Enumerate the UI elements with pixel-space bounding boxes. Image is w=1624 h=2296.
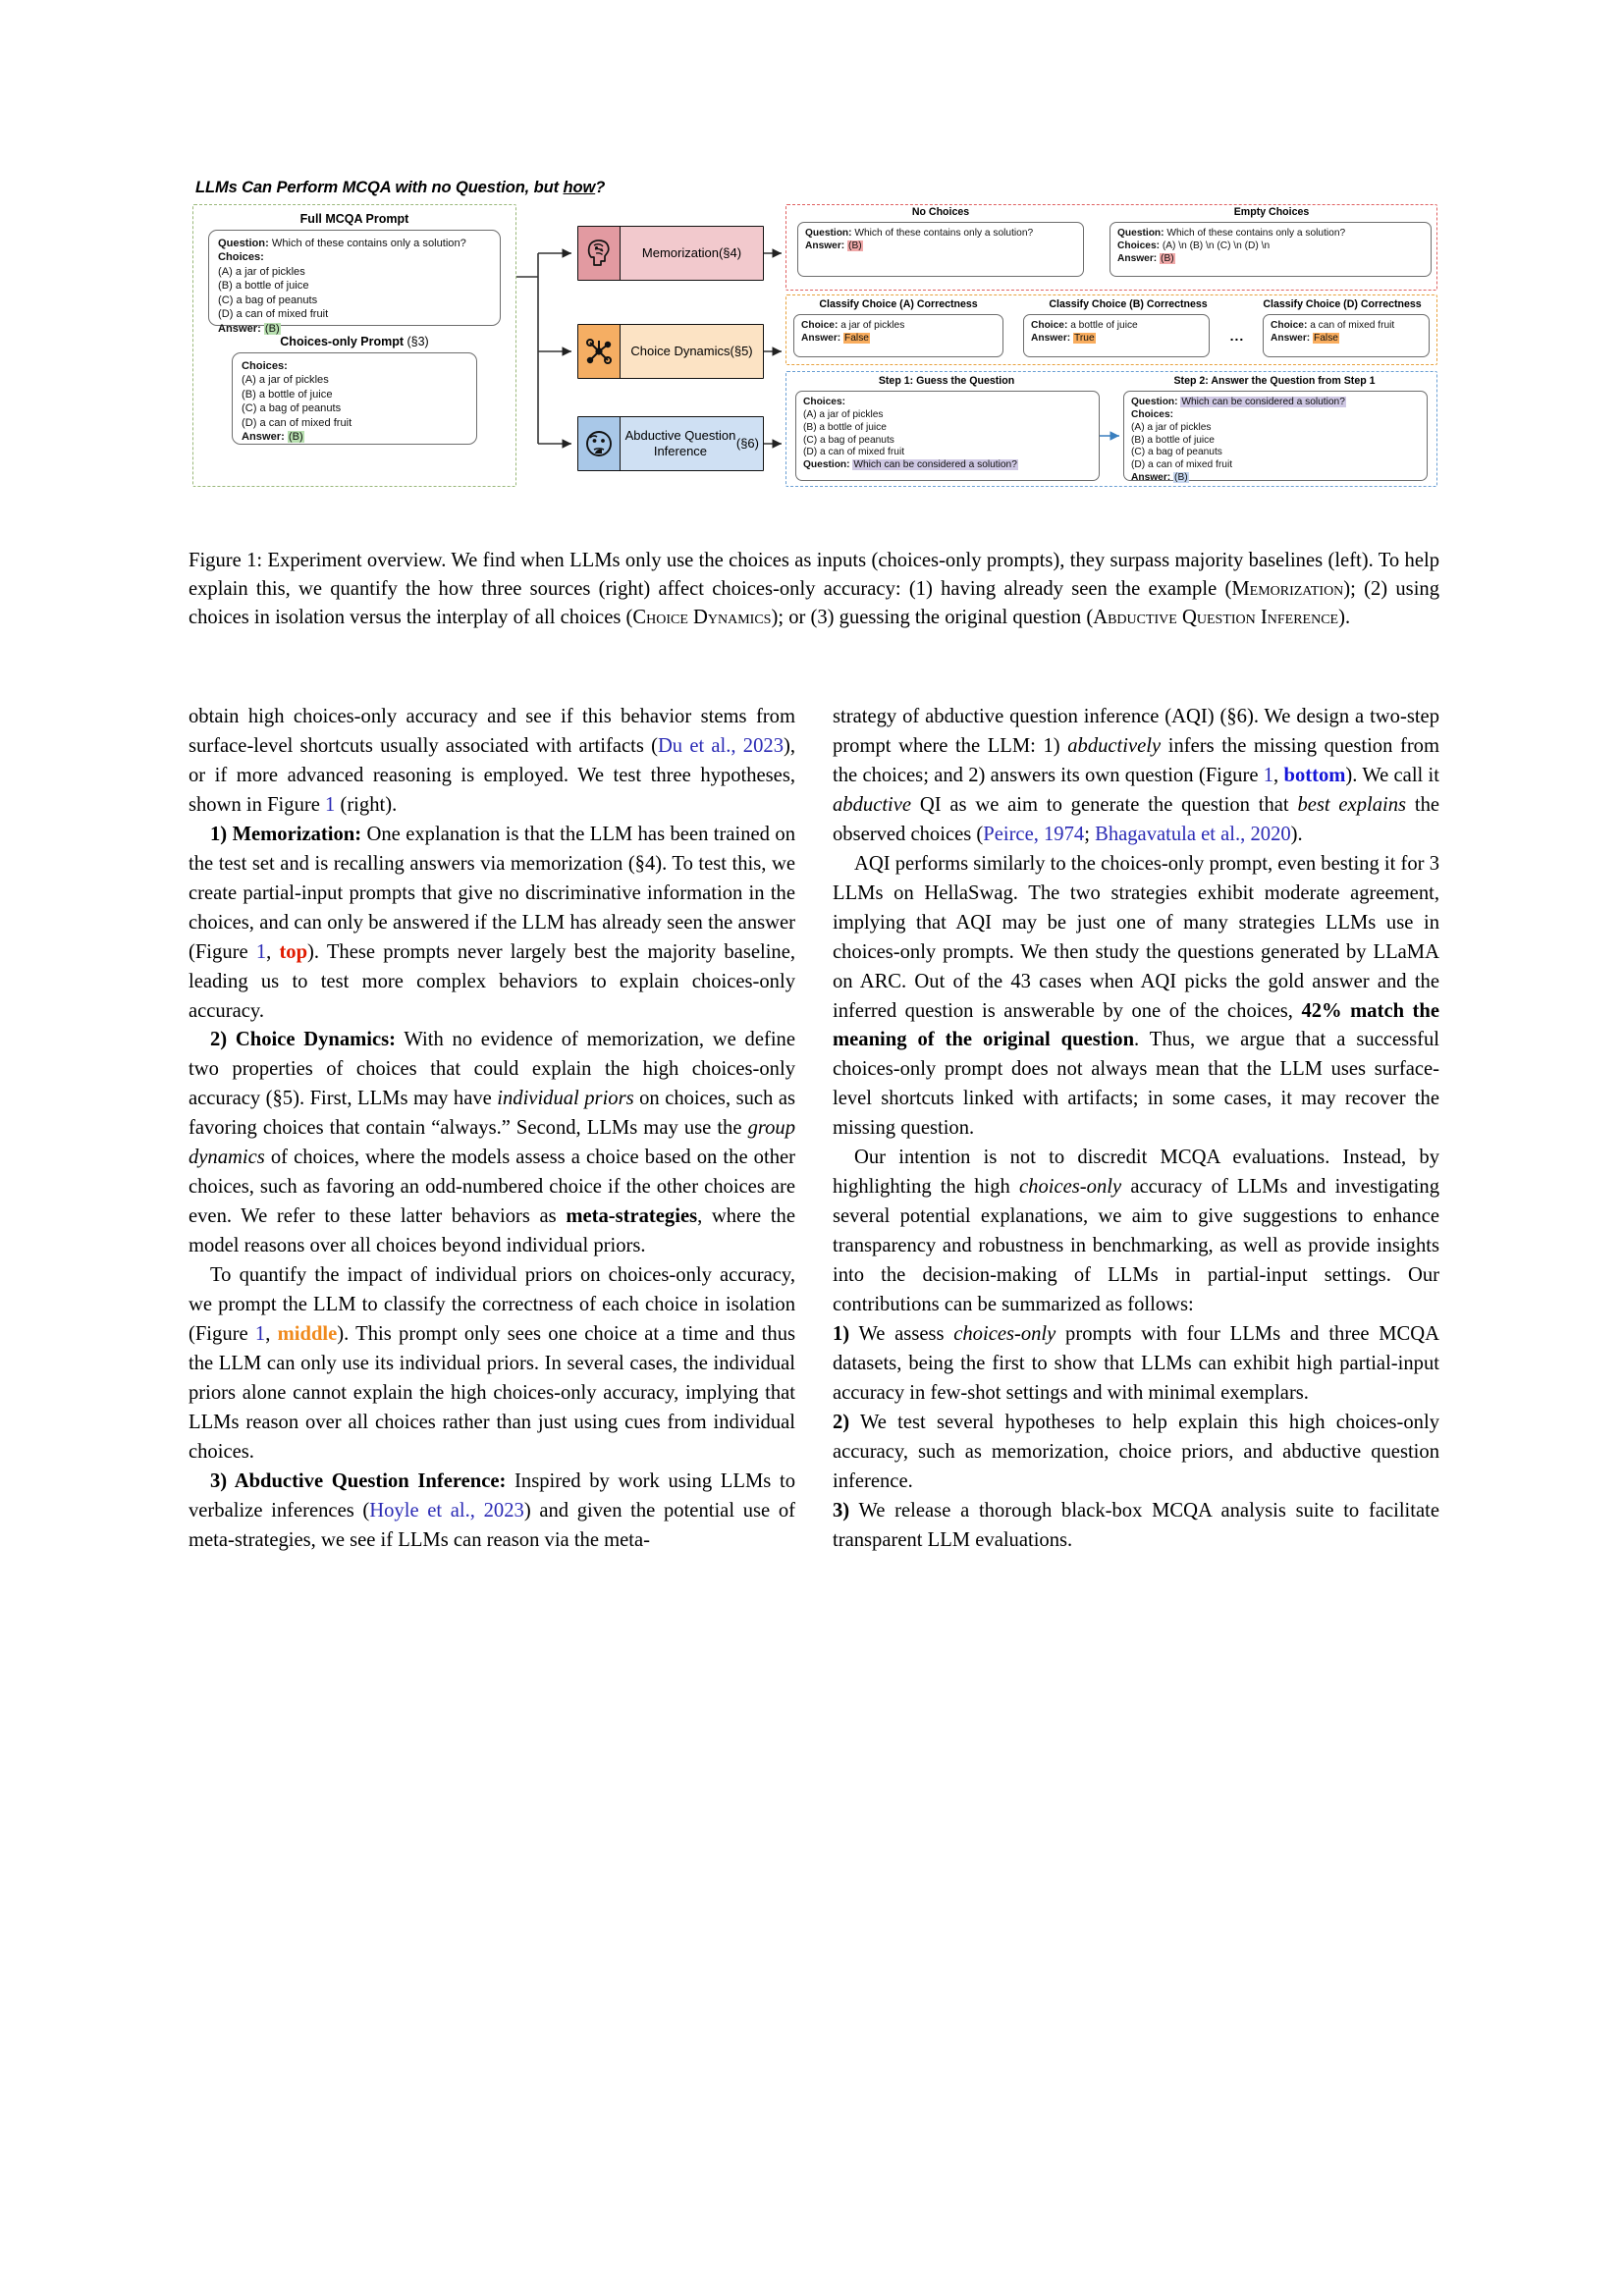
paragraph: Our intention is not to discredit MCQA evaluations. Instead, by highlighting the high choices-only accuracy of LLMs and investigating several potential explanations, we aim to give suggestions to enhance transparency and robustness in benchmarking, as well as provide insights into the decision-making of LLMs in partial-input settings. Our contributions can be summarized as follows: bbox=[833, 1147, 1439, 1316]
classify-choice-line: Choice: a jar of pickles bbox=[801, 320, 905, 331]
citation-link[interactable]: Peirce, 1974 bbox=[983, 823, 1085, 845]
body-column-right bbox=[833, 703, 1439, 1556]
network-nodes-icon bbox=[578, 325, 621, 378]
paragraph: To quantify the impact of individual priors on choices-only accuracy, we prompt the LLM to classify the correctness of each choice in isolation (Figure 1, middle). This prompt only sees one choice at a time and thus the LLM can only use its individual priors. In several cases, the individual priors alone cannot explain the high choices-only accuracy, implying that LLMs reason over all choices rather than just using cues from individual choices. bbox=[189, 1264, 796, 1463]
hypothesis-memorization bbox=[577, 226, 764, 281]
emphasis: choices-only bbox=[953, 1323, 1056, 1346]
aqi-step2-box bbox=[1123, 391, 1428, 484]
hypothesis-memorization-label: Memorization (§4) bbox=[641, 245, 742, 261]
full-mcqa-prompt-box bbox=[208, 230, 501, 335]
no-choices-question-line: Question: Which of these contains only a solution? bbox=[805, 228, 1034, 239]
ellipsis-separator: ... bbox=[1229, 328, 1245, 344]
classify-choice-b-title: Classify Choice (B) Correctness bbox=[1049, 298, 1208, 310]
answer-highlight-red: (B) bbox=[848, 240, 862, 251]
empty-choices-question-line: Question: Which of these contains only a solution? bbox=[1117, 228, 1346, 239]
empty-choices-title: Empty Choices bbox=[1233, 206, 1310, 218]
choices-only-answer-line: Answer: (B) bbox=[242, 431, 303, 444]
hypothesis-choice-dynamics-label: Choice Dynamics (§5) bbox=[630, 344, 753, 359]
classify-answer-line: Answer: False bbox=[1271, 332, 1338, 344]
paragraph-heading: 1) Memorization: bbox=[210, 823, 362, 845]
aqi-step2-choice: (B) a bottle of juice bbox=[1131, 434, 1215, 446]
citation-link[interactable]: Du et al., 2023 bbox=[657, 734, 784, 757]
thinking-face-icon bbox=[578, 417, 621, 470]
aqi-step2-choice: (C) a bag of peanuts bbox=[1131, 447, 1222, 458]
choices-only-choice: (C) a bag of peanuts bbox=[242, 402, 342, 415]
question-highlight-purple: Which can be considered a solution? bbox=[853, 459, 1017, 471]
classify-answer-line: Answer: False bbox=[801, 332, 869, 344]
no-choices-title: No Choices bbox=[911, 206, 970, 218]
paragraph-heading: 2) Choice Dynamics: bbox=[210, 1029, 397, 1051]
aqi-step1-question-line: Question: Which can be considered a solution? bbox=[803, 459, 1017, 471]
aqi-step1-choices-label: Choices: bbox=[803, 397, 846, 407]
full-mcqa-prompt-title: Full MCQA Prompt bbox=[299, 212, 409, 226]
figure-reference-link[interactable]: 1 bbox=[254, 1323, 266, 1346]
aqi-step1-choice: (B) a bottle of juice bbox=[803, 421, 887, 433]
figure-position-keyword-top: top bbox=[279, 940, 308, 963]
emphasis-bold: 42% match the meaning of the original question bbox=[833, 999, 1439, 1051]
figure-reference-link[interactable]: 1 bbox=[325, 793, 336, 816]
aqi-step2-title: Step 2: Answer the Question from Step 1 bbox=[1173, 375, 1376, 387]
aqi-step1-choice: (C) a bag of peanuts bbox=[803, 434, 894, 446]
figure-title: LLMs Can Perform MCQA with no Question, but how? bbox=[195, 179, 606, 196]
brain-head-icon bbox=[578, 227, 621, 280]
classify-choice-a-box bbox=[793, 314, 1003, 357]
emphasis: abductively bbox=[1067, 734, 1162, 757]
figure-1 bbox=[192, 179, 1437, 512]
choices-only-prompt-box bbox=[232, 352, 477, 445]
body-column-left bbox=[189, 703, 795, 1556]
caption-smallcaps-memorization: Memorization bbox=[1231, 578, 1344, 601]
no-choices-answer-line: Answer: (B) bbox=[805, 240, 862, 251]
aqi-step2-question-line: Question: Which can be considered a solution? bbox=[1131, 397, 1345, 407]
full-prompt-choice: (A) a jar of pickles bbox=[218, 265, 305, 278]
answer-highlight-green: (B) bbox=[288, 431, 303, 444]
full-prompt-answer-line: Answer: (B) bbox=[218, 322, 280, 335]
emphasis: group dynamics bbox=[189, 1117, 795, 1169]
hypothesis-aqi-label: Abductive Question Inference (§6) bbox=[624, 428, 759, 458]
full-prompt-choice: (D) a can of mixed fruit bbox=[218, 308, 329, 321]
contribution-item: 3) We release a thorough black-box MCQA analysis suite to facilitate transparent LLM evaluations. bbox=[833, 1499, 1439, 1551]
citation-link[interactable]: Hoyle et al., 2023 bbox=[369, 1499, 524, 1522]
choices-only-label: Choices: bbox=[242, 360, 288, 372]
figure-position-keyword-bottom: bottom bbox=[1283, 764, 1346, 786]
paragraph: 1) Memorization: One explanation is that the LLM has been trained on the test set and is recalling answers via memorization (§4). To test this, we create partial-input prompts that give no discriminative information in the choices, and can only be answered if the LLM has already seen the answer (Figure 1, top). These prompts never largely best the majority baseline, leading us to test more complex behaviors to explain choices-only accuracy. bbox=[189, 823, 796, 1022]
contribution-item: 1) We assess choices-only prompts with four LLMs and three MCQA datasets, being the first to show that LLMs can exhibit high partial-input accuracy in few-shot settings and with minimal exemplars. bbox=[833, 1323, 1439, 1404]
caption-smallcaps-aqi: Abductive Question Inference bbox=[1093, 607, 1339, 629]
paragraph: strategy of abductive question inference (AQI) (§6). We design a two-step prompt where the LLM: 1) abductively infers the missing question from the choices; and 2) answers its own question (Figure 1, bottom). We call it abductive QI as we aim to generate the question that best explains the observed choices (Peirce, 1974; Bhagavatula et al., 2020). bbox=[833, 706, 1440, 845]
aqi-step1-choice: (A) a jar of pickles bbox=[803, 408, 884, 420]
choices-only-prompt-title: Choices-only Prompt (§3) bbox=[280, 335, 429, 348]
full-prompt-choice: (B) a bottle of juice bbox=[218, 280, 309, 293]
choices-only-choice: (B) a bottle of juice bbox=[242, 388, 333, 400]
contribution-number: 1) bbox=[833, 1323, 850, 1346]
answer-highlight-red: (B) bbox=[1161, 252, 1174, 264]
answer-highlight-green: (B) bbox=[264, 322, 280, 335]
question-highlight-purple: Which can be considered a solution? bbox=[1181, 397, 1345, 407]
aqi-step1-box bbox=[795, 391, 1100, 481]
paragraph: 3) Abductive Question Inference: Inspired by work using LLMs to verbalize inferences (Hoyle et al., 2023) and given the potential use of meta-strategies, we see if LLMs can reason via the meta- bbox=[189, 1469, 795, 1551]
empty-choices-answer-line: Answer: (B) bbox=[1117, 252, 1174, 264]
choices-only-choice: (D) a can of mixed fruit bbox=[242, 416, 352, 429]
paragraph: AQI performs similarly to the choices-only prompt, even besting it for 3 LLMs on HellaSwag. The two strategies exhibit moderate agreement, implying that AQI may be just one of many strategies LLMs use in choices-only prompts. We then study the questions generated by LLaMA on ARC. Out of the 43 cases when AQI picks the gold answer and the inferred question is answerable by one of the choices, 42% match the meaning of the original question. Thus, we argue that a successful choices-only prompt does not always mean that the LLM uses surface-level shortcuts linked with artifacts; in some cases, it may recover the missing question. bbox=[833, 852, 1439, 1140]
citation-link[interactable]: Bhagavatula et al., 2020 bbox=[1095, 823, 1291, 845]
emphasis: abductive bbox=[833, 793, 912, 816]
empty-choices-box bbox=[1110, 222, 1432, 277]
aqi-step2-choice: (A) a jar of pickles bbox=[1131, 421, 1212, 433]
classify-choice-d-box bbox=[1263, 314, 1430, 357]
aqi-step2-choice: (D) a can of mixed fruit bbox=[1131, 459, 1233, 471]
paragraph: 2) Choice Dynamics: With no evidence of memorization, we define two properties of choices that could explain the high choices-only accuracy (§5). First, LLMs may have individual priors on choices, such as favoring choices that contain “always.” Second, LLMs may use the group dynamics of choices, where the models assess a choice based on the other choices, such as favoring an odd-numbered choice if the other choices are even. We refer to these latter behaviors as meta-strategies, where the model reasons over all choices beyond individual priors. bbox=[189, 1029, 795, 1257]
aqi-step2-answer-line: Answer: (B) bbox=[1131, 472, 1188, 484]
figure-position-keyword-middle: middle bbox=[277, 1323, 338, 1346]
answer-highlight-orange: False bbox=[844, 332, 869, 344]
figure-caption: Figure 1: Experiment overview. We find when LLMs only use the choices as inputs (choices-only prompts), they surpass majority baselines (left). To help explain this, we quantify the how three sources (right) affect choices-only accuracy: (1) having already seen the example (Memorization); (2) using choices in isolation versus the interplay of all choices (Choice Dynamics); or (3) guessing the original question (Abductive Question Inference). bbox=[189, 550, 1440, 629]
hypothesis-abductive-question-inference bbox=[577, 416, 764, 471]
emphasis-bold: meta-strategies bbox=[566, 1205, 698, 1228]
no-choices-box bbox=[797, 222, 1084, 277]
figure-title-emphasis: how bbox=[563, 179, 596, 196]
classify-choice-b-box bbox=[1023, 314, 1210, 357]
contribution-number: 2) bbox=[833, 1411, 850, 1433]
contribution-number: 3) bbox=[833, 1499, 850, 1522]
contribution-item: 2) We test several hypotheses to help explain this high choices-only accuracy, such as memorization, choice priors, and abductive question inference. bbox=[833, 1411, 1439, 1492]
answer-highlight-blue: (B) bbox=[1174, 472, 1188, 484]
paragraph: obtain high choices-only accuracy and see if this behavior stems from surface-level shortcuts usually associated with artifacts (Du et al., 2023), or if more advanced reasoning is employed. We test three hypotheses, shown in Figure 1 (right). bbox=[189, 706, 796, 816]
classify-choice-a-title: Classify Choice (A) Correctness bbox=[819, 298, 978, 310]
answer-highlight-orange: True bbox=[1074, 332, 1095, 344]
figure-reference-link[interactable]: 1 bbox=[1263, 764, 1274, 786]
classify-answer-line: Answer: True bbox=[1031, 332, 1095, 344]
full-prompt-choice: (C) a bag of peanuts bbox=[218, 294, 318, 306]
hypothesis-choice-dynamics bbox=[577, 324, 764, 379]
emphasis: best explains bbox=[1297, 793, 1407, 816]
choices-only-choice: (A) a jar of pickles bbox=[242, 374, 329, 387]
aqi-step1-title: Step 1: Guess the Question bbox=[878, 375, 1015, 387]
paragraph-heading: 3) Abductive Question Inference: bbox=[210, 1469, 507, 1492]
classify-choice-line: Choice: a bottle of juice bbox=[1031, 320, 1138, 331]
aqi-step2-choices-label: Choices: bbox=[1131, 408, 1174, 420]
emphasis: choices-only bbox=[1019, 1176, 1122, 1199]
classify-choice-line: Choice: a can of mixed fruit bbox=[1271, 320, 1395, 331]
empty-choices-choices-line: Choices: (A) \n (B) \n (C) \n (D) \n bbox=[1117, 240, 1271, 251]
emphasis: individual priors bbox=[497, 1088, 634, 1110]
caption-smallcaps-choice-dynamics: Choice Dynamics bbox=[632, 607, 772, 629]
answer-highlight-orange: False bbox=[1314, 332, 1338, 344]
full-prompt-choices-label: Choices: bbox=[218, 251, 264, 264]
figure-reference-link[interactable]: 1 bbox=[255, 940, 267, 963]
aqi-step1-choice: (D) a can of mixed fruit bbox=[803, 447, 905, 458]
full-prompt-question-line: Question: Which of these contains only a solution? bbox=[218, 238, 466, 249]
classify-choice-d-title: Classify Choice (D) Correctness bbox=[1263, 298, 1422, 310]
